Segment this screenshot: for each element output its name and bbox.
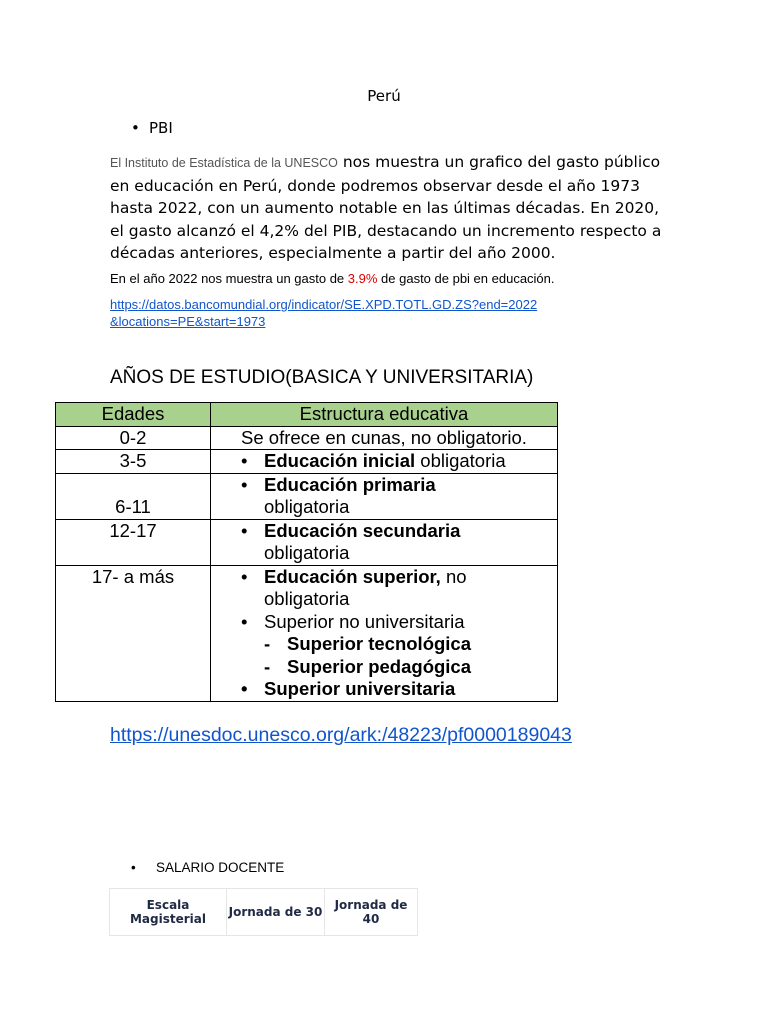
header-estructura: Estructura educativa: [211, 403, 558, 427]
header-edades: Edades: [56, 403, 211, 427]
pbi-label: PBI: [149, 119, 173, 137]
level-name: Educación inicial: [264, 450, 416, 471]
intro-paragraph: [110, 151, 670, 265]
section-heading: AÑOS DE ESTUDIO(BASICA Y UNIVERSITARIA): [110, 367, 534, 388]
bancomundial-link[interactable]: https://datos.bancomundial.org/indicator/SE.XPD.TOTL.GD.ZS?end=2022&locations=PE&start=1973: [110, 297, 538, 329]
structure-cell: [211, 519, 558, 565]
salario-bullet: [131, 860, 284, 875]
list-item: [211, 474, 557, 497]
gasto-value: 3.9%: [347, 271, 378, 286]
intro-text: nos muestra un grafico del gasto público en educación en Perú, donde podremos observar desde el año 1973 hasta 2022, con un aumento notable en las últimas décadas. En 2020, el gasto alcanzó el 4,2% del PIB, destacando un incremento respecto a décadas anteriores, especialmente a partir del año 2000.: [110, 153, 662, 262]
intro-source: El Instituto de Estadística de la UNESCO: [110, 156, 338, 170]
age-cell: 3-5: [56, 450, 211, 474]
table-row: [56, 426, 558, 450]
level-name: Educación superior,: [264, 565, 441, 587]
age-cell: 17- a más: [56, 565, 211, 701]
table-header-row: [110, 889, 418, 936]
level-name: Educación primaria: [264, 473, 436, 495]
header-escala: Escala Magisterial: [110, 889, 227, 936]
structure-cell: [211, 450, 558, 474]
sub-list-item: - Superior pedagógica: [211, 656, 557, 679]
level-note: obligatoria: [415, 450, 506, 471]
gasto-after: de gasto de pbi en educación.: [377, 271, 555, 286]
age-cell: 0-2: [56, 426, 211, 450]
list-item: [211, 450, 557, 473]
table-row: [56, 565, 558, 701]
salario-label: SALARIO DOCENTE: [156, 860, 285, 875]
table-row: [56, 473, 558, 519]
table-row: [56, 450, 558, 474]
header-jornada-30: Jornada de 30: [227, 889, 325, 936]
age-cell: 6-11: [56, 473, 211, 519]
bullet-icon: •: [131, 860, 136, 875]
structure-cell: [211, 565, 558, 701]
list-item: • Superior no universitaria: [211, 611, 557, 634]
table-header-row: [56, 403, 558, 427]
structure-cell: [211, 473, 558, 519]
list-item: [211, 566, 557, 611]
page-title: Perú: [367, 87, 401, 105]
structure-cell: Se ofrece en cunas, no obligatorio.: [211, 426, 558, 450]
age-cell: 12-17: [56, 519, 211, 565]
bullet-icon: •: [131, 119, 140, 137]
table-row: [56, 519, 558, 565]
list-item: [211, 520, 557, 543]
sub-list-item: - Superior tecnológica: [211, 633, 557, 656]
gasto-paragraph: [110, 271, 555, 286]
level-name: Educación secundaria: [264, 519, 461, 541]
salary-table: [109, 888, 418, 936]
level-note: obligatoria: [264, 542, 350, 563]
level-note: obligatoria: [264, 496, 350, 517]
gasto-before: En el año 2022 nos muestra un gasto de: [110, 271, 348, 286]
unesco-link[interactable]: https://unesdoc.unesco.org/ark:/48223/pf0000189043: [110, 724, 572, 746]
pbi-bullet: [131, 119, 173, 137]
header-jornada-40: Jornada de 40: [325, 889, 418, 936]
level-note: no obligatoria: [264, 565, 467, 609]
list-item: • Superior universitaria: [211, 678, 557, 701]
education-table: [55, 402, 558, 702]
